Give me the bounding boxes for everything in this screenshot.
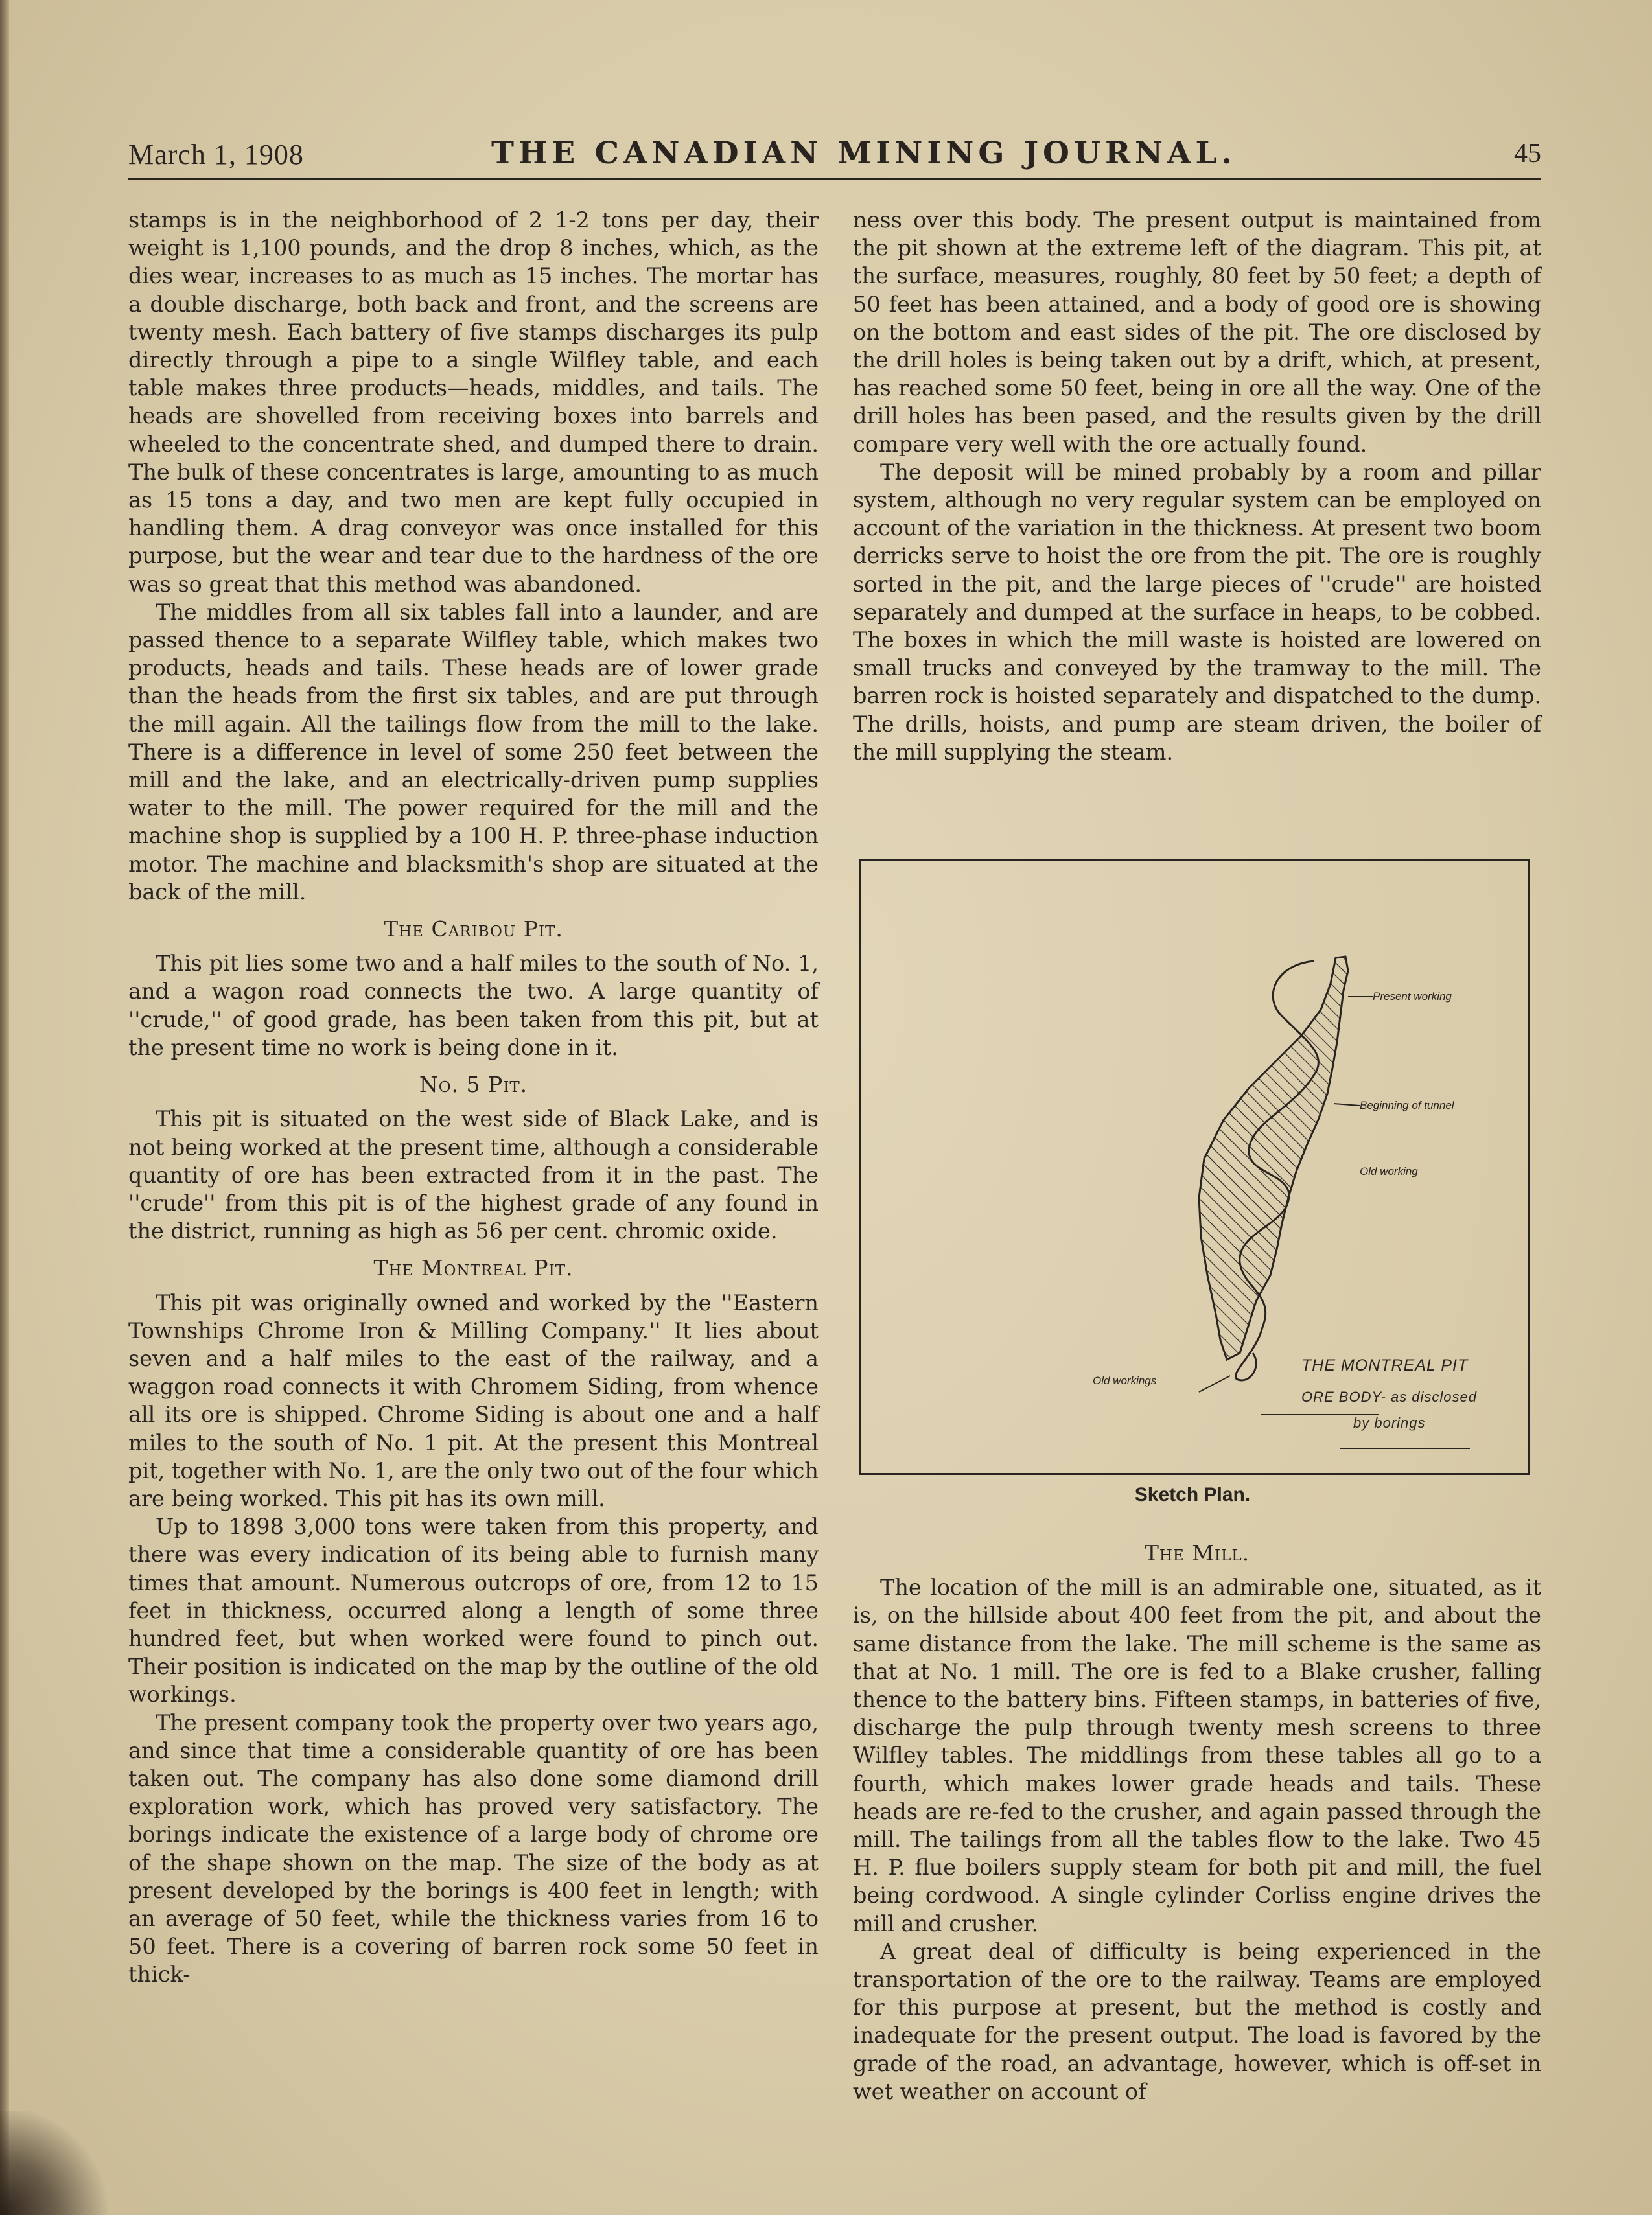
paragraph: A great deal of difficulty is being experienced in the transportation of the ore to the railway. Teams are employed for this purpose at present, but the method is costly and inadequate for the present output. The load is favored by the grade of the road, an advantage, however, which is off-set in wet weather on account of: [853, 1938, 1541, 2104]
section-heading-caribou-pit: The Caribou Pit.: [384, 916, 563, 942]
section-heading-montreal-pit: The Montreal Pit.: [373, 1255, 574, 1281]
paragraph: The present company took the property over two years ago, and since that time a considerable quantity of ore has been taken out. The company has also done some diamond drill exploration work, which has proved very satisfactory. The borings indicate the existence of a large body of chrome ore of the shape shown on the map. The size of the body as at present developed by the borings is 400 feet in length; with an average of 50 feet, while the thickness varies from 16 to 50 feet. There is a covering of barren rock some 50 feet in thick-: [128, 1710, 819, 1988]
pointer-old-workings: [1199, 1376, 1230, 1392]
paragraph: The middles from all six tables fall into a launder, and are passed thence to a separate Wilfley table, which makes two products, heads and tails. These heads are of lower grade than the heads from the first six tables, and are put through the mill again. All the tailings flow from the mill to the lake. There is a difference in level of some 250 feet between the mill and the lake, and an electrically-driven pump supplies water to the mill. The power required for the mill and the machine shop is supplied by a 100 H. P. three-phase induction motor. The machine and blacksmith's shop are situated at the back of the mill.: [128, 599, 819, 905]
label-old-working: Old working: [1360, 1165, 1418, 1177]
section-heading-the-mill: The Mill.: [1144, 1540, 1250, 1566]
figure-subtitle-2: by borings: [1353, 1415, 1426, 1431]
right-column-lower: [853, 1539, 1541, 2105]
figure-caption: Sketch Plan.: [1134, 1484, 1251, 1505]
figure-subtitle: ORE BODY- as disclosed: [1301, 1389, 1478, 1405]
right-column: [853, 206, 1541, 766]
page-number: 45: [1514, 139, 1541, 168]
paragraph: Up to 1898 3,000 tons were taken from this property, and there was every indication of its being able to furnish many times that amount. Numerous outcrops of ore, from 12 to 15 feet in thickness, occurred along a length of some three hundred feet, but when worked were found to pinch out. Their position is indicated on the map by the outline of the old workings.: [128, 1514, 819, 1708]
paragraph: The location of the mill is an admirable one, situated, as it is, on the hillside about 400 feet from the pit, and about the same distance from the lake. The mill scheme is the same as that at No. 1 mill. The ore is fed to a Blake crusher, falling thence to the battery bins. Fifteen stamps, in batteries of five, discharge the pulp through twenty mesh screens to three Wilfley tables. The middlings from these tables all go to a fourth, which makes lower grade heads and tails. These heads are re-fed to the crusher, and again passed through the mill. The tailings from all the tables flow to the lake. Two 45 H. P. flue boilers supply steam for both pit and mill, the fuel being cordwood. A single cylinder Corliss engine drives the mill and crusher.: [853, 1575, 1541, 1936]
page-header: [128, 133, 1541, 180]
sketch-plan-figure: [859, 859, 1530, 1475]
paragraph: This pit was originally owned and worked by the ''Eastern Townships Chrome Iron & Milling Company.'' It lies about seven and a half miles to the east of the railway, and a waggon road connects it with Chromem Siding, from whence all its ore is shipped. Chrome Siding is about one and a half miles to the south of No. 1 pit. At the present this Montreal pit, together with No. 1, are the only two out of the four which are being worked. This pit has its own mill.: [128, 1290, 819, 1511]
paragraph: This pit lies some two and a half miles to the south of No. 1, and a wagon road connects the two. A large quantity of ''crude,'' of good grade, has been taken from this pit, but at the present time no work is being done in it.: [128, 951, 819, 1060]
issue-date: March 1, 1908: [128, 139, 304, 170]
ore-body-outline: [1199, 957, 1348, 1360]
section-heading-no5-pit: No. 5 Pit.: [419, 1072, 528, 1098]
page-binding-edge: [0, 0, 9, 2215]
paragraph: stamps is in the neighborhood of 2 1-2 tons per day, their weight is 1,100 pounds, and the drop 8 inches, which, as the dies wear, increases to as much as 15 inches. The mortar has a double discharge, both back and front, and the screens are twenty mesh. Each battery of five stamps discharges its pulp directly through a pipe to a single Wilfley table, and each table makes three products—heads, middles, and tails. The heads are shovelled from receiving boxes into barrels and wheeled to the concentrate shed, and dumped there to drain. The bulk of these concentrates is large, amounting to as much as 15 tons a day, and two men are kept fully occupied in handling them. A drag conveyor was once installed for this purpose, but the wear and tear due to the hardness of the ore was so great that this method was abandoned.: [128, 207, 819, 597]
figure-title: THE MONTREAL PIT: [1301, 1356, 1469, 1374]
label-present-working: Present working: [1373, 990, 1452, 1003]
paragraph: This pit is situated on the west side of Black Lake, and is not being worked at the present time, although a considerable quantity of ore has been extracted from it in the past. The ''crude'' from this pit is of the highest grade of any found in the district, running as high as 56 per cent. chromic oxide.: [128, 1106, 819, 1244]
corner-shadow: [0, 2111, 117, 2215]
pointer-beginning-tunnel: [1334, 1104, 1360, 1106]
label-old-workings: Old workings: [1093, 1374, 1157, 1387]
ore-body-diagram: [861, 861, 1528, 1473]
paragraph: ness over this body. The present output is maintained from the pit shown at the extreme left of the diagram. This pit, at the surface, measures, roughly, 80 feet by 50 feet; a depth of 50 feet has been attained, and a body of good ore is showing on the bottom and east sides of the pit. The ore disclosed by the drill holes is being taken out by a drift, which, at present, has reached some 50 feet, being in ore all the way. One of the drill holes has been pased, and the results given by the drill compare very well with the ore actually found.: [853, 207, 1541, 457]
paragraph: The deposit will be mined probably by a room and pillar system, although no very regular system can be employed on account of the variation in the thickness. At present two boom derricks serve to hoist the ore from the pit. The ore is roughly sorted in the pit, and the large pieces of ''crude'' are hoisted separately and dumped at the surface in heaps, to be cobbed. The boxes in which the mill waste is hoisted are lowered on small trucks and conveyed by the tramway to the mill. The barren rock is hoisted separately and dispatched to the dump. The drills, hoists, and pump are steam driven, the boiler of the mill supplying the steam.: [853, 459, 1541, 765]
left-column: [128, 206, 819, 1989]
label-beginning-of-tunnel: Beginning of tunnel: [1360, 1099, 1454, 1111]
journal-title: THE CANADIAN MINING JOURNAL.: [491, 135, 1237, 171]
